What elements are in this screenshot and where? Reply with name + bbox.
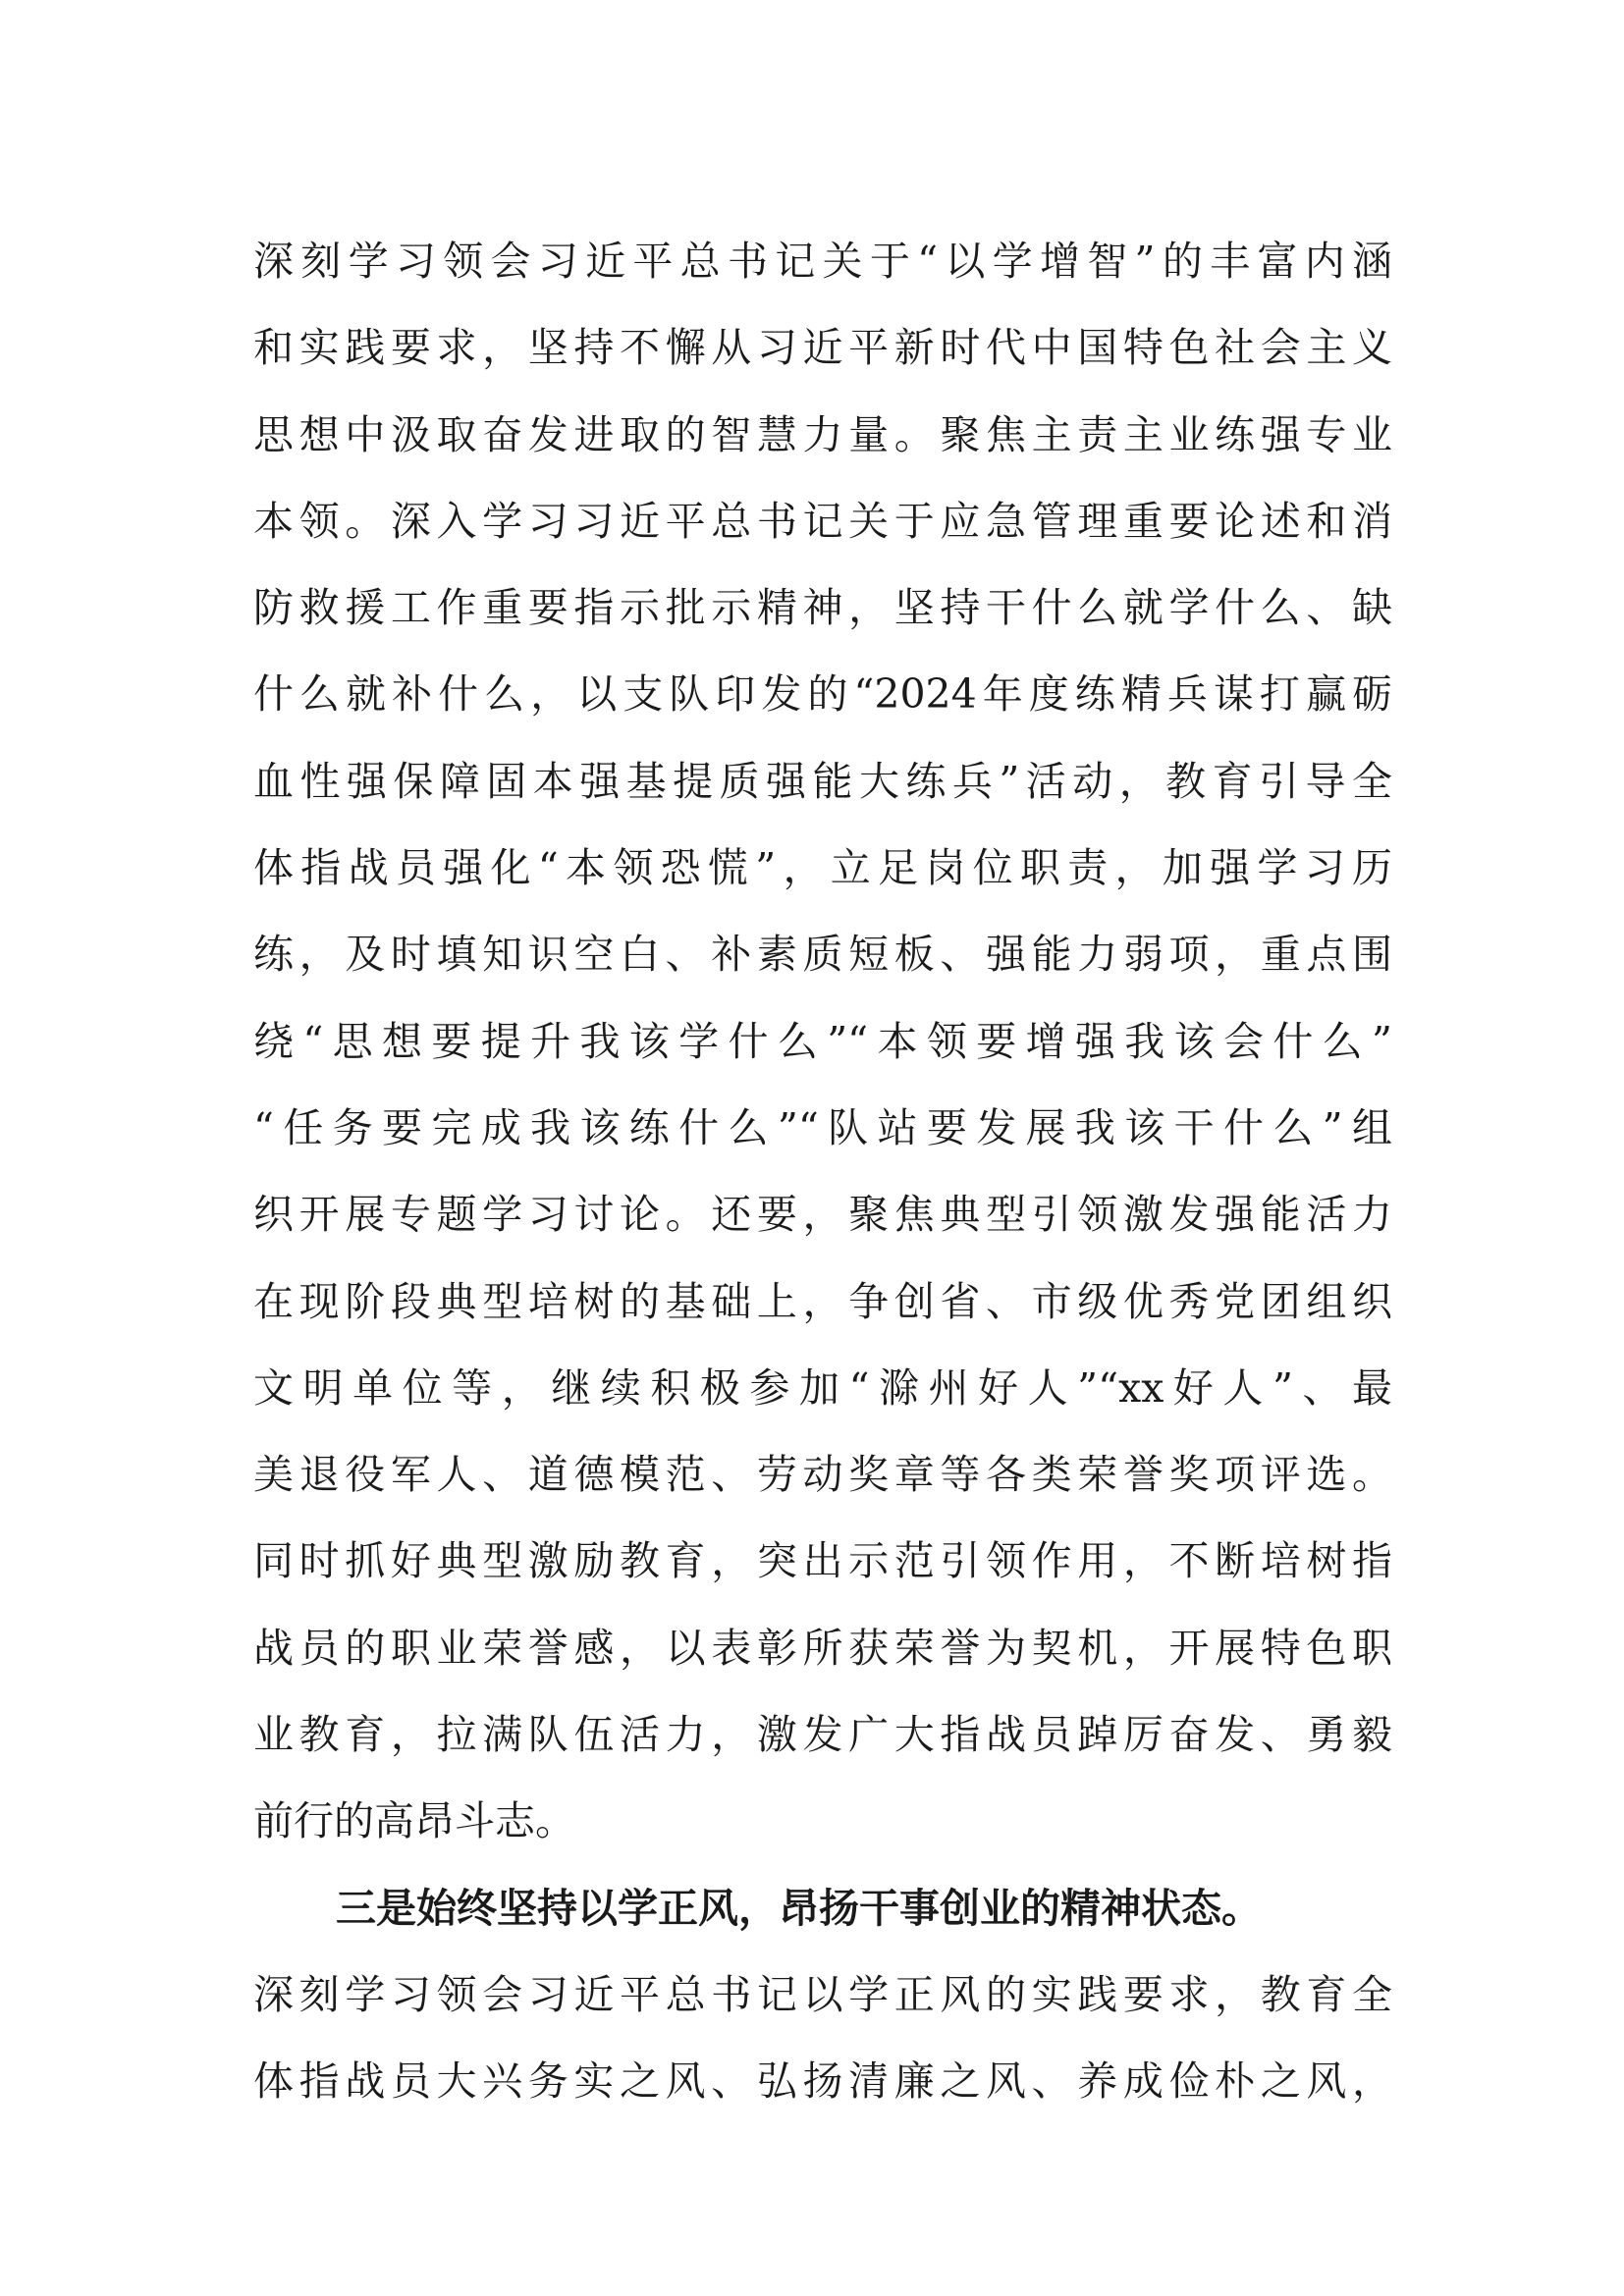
paragraph-line: 练，及时填知识空白、补素质短板、强能力弱项，重点围 bbox=[253, 931, 1392, 979]
paragraph-line: 织开展专题学习讨论。还要，聚焦典型引领激发强能活力 bbox=[253, 1191, 1392, 1239]
paragraph-line: 血性强保障固本强基提质强能大练兵”活动，教育引导全 bbox=[253, 757, 1392, 805]
document-body bbox=[253, 218, 1392, 2125]
section-heading: 三是始终坚持以学正风，昂扬干事创业的精神状态。 bbox=[336, 1884, 1262, 1932]
paragraph-line: 同时抓好典型激励教育，突出示范引领作用，不断培树指 bbox=[253, 1537, 1392, 1585]
paragraph-line: 深刻学习领会习近平总书记以学正风的实践要求，教育全 bbox=[253, 1970, 1392, 2018]
paragraph-line: 深刻学习领会习近平总书记关于“以学增智”的丰富内涵 bbox=[253, 238, 1392, 285]
paragraph-line: 思想中汲取奋发进取的智慧力量。聚焦主责主业练强专业 bbox=[253, 410, 1392, 458]
paragraph-line: 美退役军人、道德模范、劳动奖章等各类荣誉奖项评选。 bbox=[253, 1451, 1392, 1499]
paragraph-line: 战员的职业荣誉感，以表彰所获荣誉为契机，开展特色职 bbox=[253, 1624, 1392, 1672]
paragraph-line: 体指战员强化“本领恐慌”，立足岗位职责，加强学习历 bbox=[253, 844, 1392, 892]
paragraph-line: 体指战员大兴务实之风、弘扬清廉之风、养成俭朴之风， bbox=[253, 2057, 1392, 2106]
paragraph-line: 业教育，拉满队伍活力，激发广大指战员踔厉奋发、勇毅 bbox=[253, 1711, 1392, 1759]
paragraph-line: 绕“思想要提升我该学什么”“本领要增强我该会什么” bbox=[253, 1017, 1392, 1065]
paragraph-line: 前行的高昂斗志。 bbox=[253, 1797, 575, 1845]
paragraph-line: 和实践要求，坚持不懈从习近平新时代中国特色社会主义 bbox=[253, 324, 1392, 372]
paragraph-line: “任务要完成我该练什么”“队站要发展我该干什么”组 bbox=[253, 1103, 1392, 1151]
paragraph-line: 文明单位等，继续积极参加“滁州好人”“xx好人”、最 bbox=[253, 1363, 1392, 1412]
paragraph-line: 在现阶段典型培树的基础上，争创省、市级优秀党团组织 bbox=[253, 1277, 1392, 1325]
paragraph-line: 本领。深入学习习近平总书记关于应急管理重要论述和消 bbox=[253, 497, 1392, 545]
paragraph-line: 什么就补什么，以支队印发的“2024年度练精兵谋打赢砺 bbox=[253, 670, 1392, 719]
paragraph-line: 防救援工作重要指示批示精神，坚持干什么就学什么、缺 bbox=[253, 584, 1392, 632]
